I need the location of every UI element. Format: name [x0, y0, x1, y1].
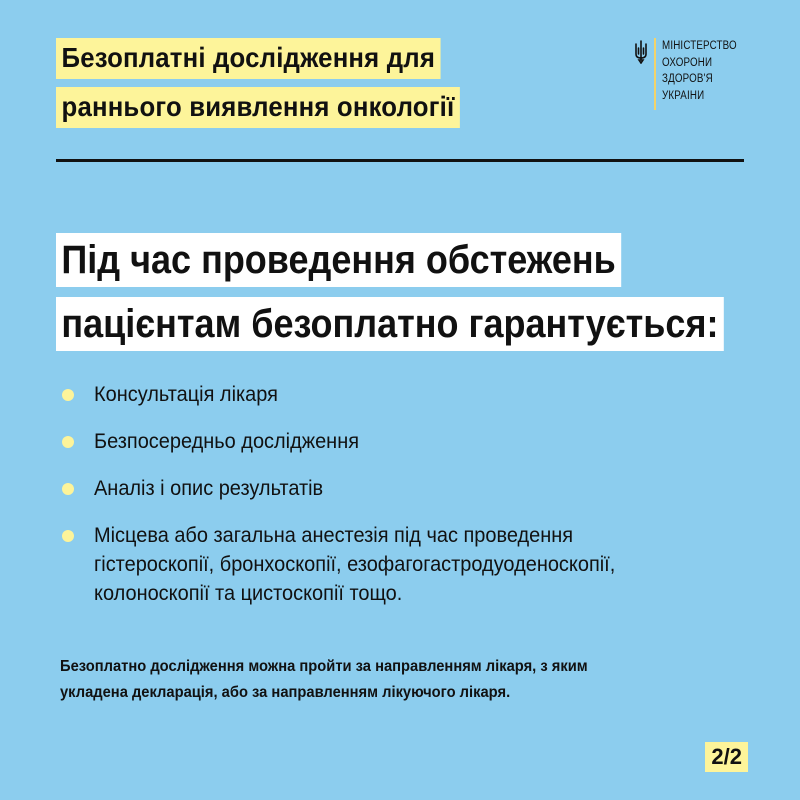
- list-item-text: Консультація лікаря: [94, 383, 278, 406]
- footnote-line-1: Безоплатно дослідження можна пройти за направленням лікаря, з яким: [60, 658, 588, 675]
- subtitle-line-2: пацієнтам безоплатно гарантується:: [56, 297, 724, 351]
- list-item: [60, 427, 750, 456]
- footnote-line-2: укладена декларація, або за направленням лікуючого лікаря.: [60, 684, 511, 701]
- trident-icon: [634, 40, 648, 64]
- bullet-dot-icon: [62, 436, 74, 448]
- logo-line-3: ЗДОРОВ'Я: [662, 73, 713, 85]
- bullet-dot-icon: [62, 483, 74, 495]
- page-number-badge: 2/2: [705, 742, 748, 772]
- list-item-text-line-2: гістероскопії, бронхоскопії, езофагогастродуоденоскопії,: [94, 553, 616, 576]
- subtitle-line-1: Під час проведення обстежень: [56, 233, 621, 287]
- list-item-text-line-3: колоноскопії та цистоскопії тощо.: [94, 582, 403, 605]
- bullet-dot-icon: [62, 389, 74, 401]
- ministry-logo: [634, 38, 750, 110]
- footnote: [60, 654, 750, 706]
- list-item: [60, 474, 750, 503]
- page-title: [56, 38, 576, 136]
- list-item: [60, 521, 750, 608]
- list-item-text: Безпосередньо дослідження: [94, 430, 360, 453]
- logo-text: [662, 38, 750, 104]
- logo-line-1: МІНІСТЕРСТВО: [662, 40, 737, 52]
- list-item: [60, 380, 750, 409]
- list-item-text: Аналіз і опис результатів: [94, 477, 324, 500]
- logo-line-4: УКРАЇНИ: [662, 89, 705, 102]
- title-line-2: раннього виявлення онкології: [56, 87, 460, 128]
- bullet-dot-icon: [62, 530, 74, 542]
- guarantee-list: [60, 380, 750, 626]
- list-item-text-line-1: Місцева або загальна анестезія під час проведення: [94, 524, 574, 547]
- subtitle: [56, 233, 798, 361]
- header-divider: [56, 159, 744, 162]
- logo-divider: [654, 38, 656, 110]
- logo-line-2: ОХОРОНИ: [662, 56, 713, 69]
- title-line-1: Безоплатні дослідження для: [56, 38, 441, 79]
